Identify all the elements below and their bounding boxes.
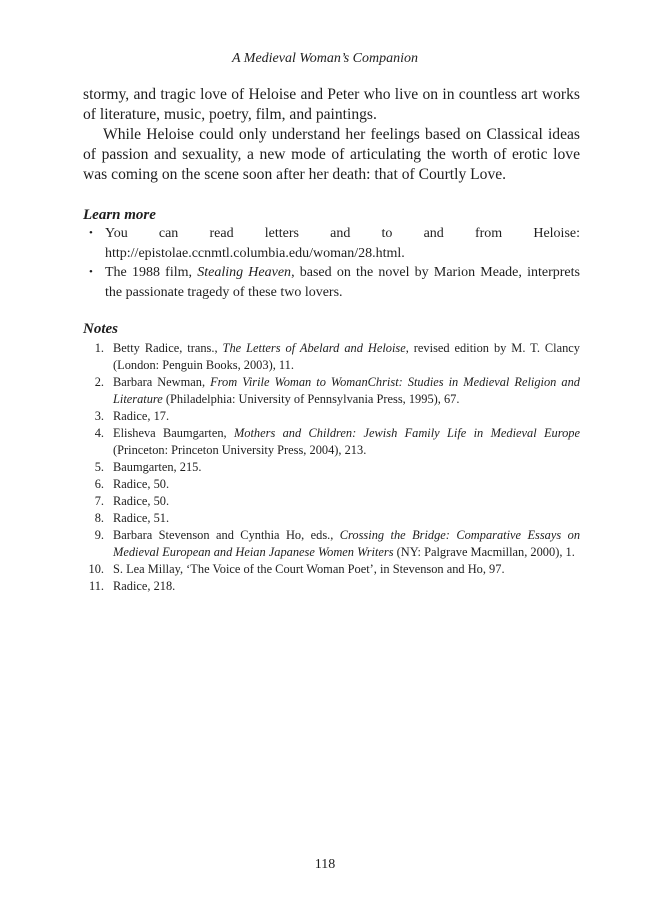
note-item xyxy=(83,578,580,595)
note-text: Radice, 17. xyxy=(113,409,170,423)
learn-more-text: You can read letters and to and from Heloise: http://epistolae.ccnmtl.columbia.edu/woman/28.html. xyxy=(105,226,580,261)
note-text: Barbara Newman, xyxy=(113,375,211,389)
note-item xyxy=(83,561,580,578)
note-text: Betty Radice, trans., xyxy=(113,341,223,355)
note-number: 11. xyxy=(88,579,104,593)
note-number: 1. xyxy=(94,341,104,355)
learn-more-text: , based on the novel by Marion Meade, interprets the passionate tragedy of these two lovers. xyxy=(105,265,580,300)
note-number: 2. xyxy=(94,375,104,389)
note-item xyxy=(83,340,580,374)
note-number: 10. xyxy=(88,562,104,576)
note-text: Radice, 50. xyxy=(113,477,170,491)
note-title: From Virile Woman to WomanChrist: Studies in Medieval Religion and Literature xyxy=(113,375,580,406)
note-text: S. Lea Millay, ‘The Voice of the Court Woman Poet’, in Stevenson and Ho, 97. xyxy=(113,562,505,576)
body-text xyxy=(83,85,580,185)
note-text: (Princeton: Princeton University Press, 2004), 213. xyxy=(113,443,367,457)
note-item xyxy=(83,374,580,408)
notes-heading: Notes xyxy=(83,321,118,337)
bullet-icon: • xyxy=(89,266,93,278)
note-item xyxy=(83,408,580,425)
note-item xyxy=(83,476,580,493)
note-item xyxy=(83,527,580,561)
bullet-icon: • xyxy=(89,227,93,239)
note-text: Radice, 51. xyxy=(113,511,170,525)
note-item xyxy=(83,510,580,527)
notes-list xyxy=(83,340,580,595)
note-number: 8. xyxy=(94,511,104,525)
note-number: 6. xyxy=(94,477,104,491)
note-text: Barbara Stevenson and Cynthia Ho, eds., xyxy=(113,528,340,542)
note-number: 9. xyxy=(94,528,104,542)
note-text: Radice, 218. xyxy=(113,579,176,593)
learn-more-text: The 1988 film, xyxy=(105,265,198,280)
list-item xyxy=(83,263,580,302)
note-text: Elisheva Baumgarten, xyxy=(113,426,234,440)
note-title: Crossing the Bridge: Comparative Essays on Medieval European and Heian Japanese Women Writers xyxy=(113,528,581,559)
note-item xyxy=(83,493,580,510)
note-title: Mothers and Children: Jewish Family Life in Medieval Europe xyxy=(233,426,581,440)
body-paragraph-1: stormy, and tragic love of Heloise and Peter who live on in countless art works of literature, music, poetry, film, and paintings. xyxy=(83,86,580,123)
list-item xyxy=(83,224,580,263)
learn-more-list xyxy=(83,224,580,302)
note-number: 3. xyxy=(94,409,104,423)
note-item xyxy=(83,459,580,476)
learn-more-heading: Learn more xyxy=(83,207,156,223)
note-title: The Letters of Abelard and Heloise xyxy=(222,341,406,355)
note-text: (Philadelphia: University of Pennsylvania Press, 1995), 67. xyxy=(162,392,460,406)
note-number: 5. xyxy=(94,460,104,474)
note-text: (NY: Palgrave Macmillan, 2000), 1. xyxy=(393,545,575,559)
note-number: 4. xyxy=(94,426,104,440)
running-head: A Medieval Woman’s Companion xyxy=(231,51,418,66)
page-number: 118 xyxy=(314,857,336,872)
note-text: , revised edition by M. T. Clancy (London: Penguin Books, 2003), 11. xyxy=(113,341,580,372)
body-paragraph-2: While Heloise could only understand her feelings based on Classical ideas of passion and sexuality, a new mode of articulating the worth of erotic love was coming on the scene soon after her death: that of Courtly Love. xyxy=(83,126,580,183)
note-text: Radice, 50. xyxy=(113,494,170,508)
film-title: Stealing Heaven xyxy=(197,265,292,280)
note-item xyxy=(83,425,580,459)
note-number: 7. xyxy=(94,494,104,508)
note-text: Baumgarten, 215. xyxy=(113,460,202,474)
